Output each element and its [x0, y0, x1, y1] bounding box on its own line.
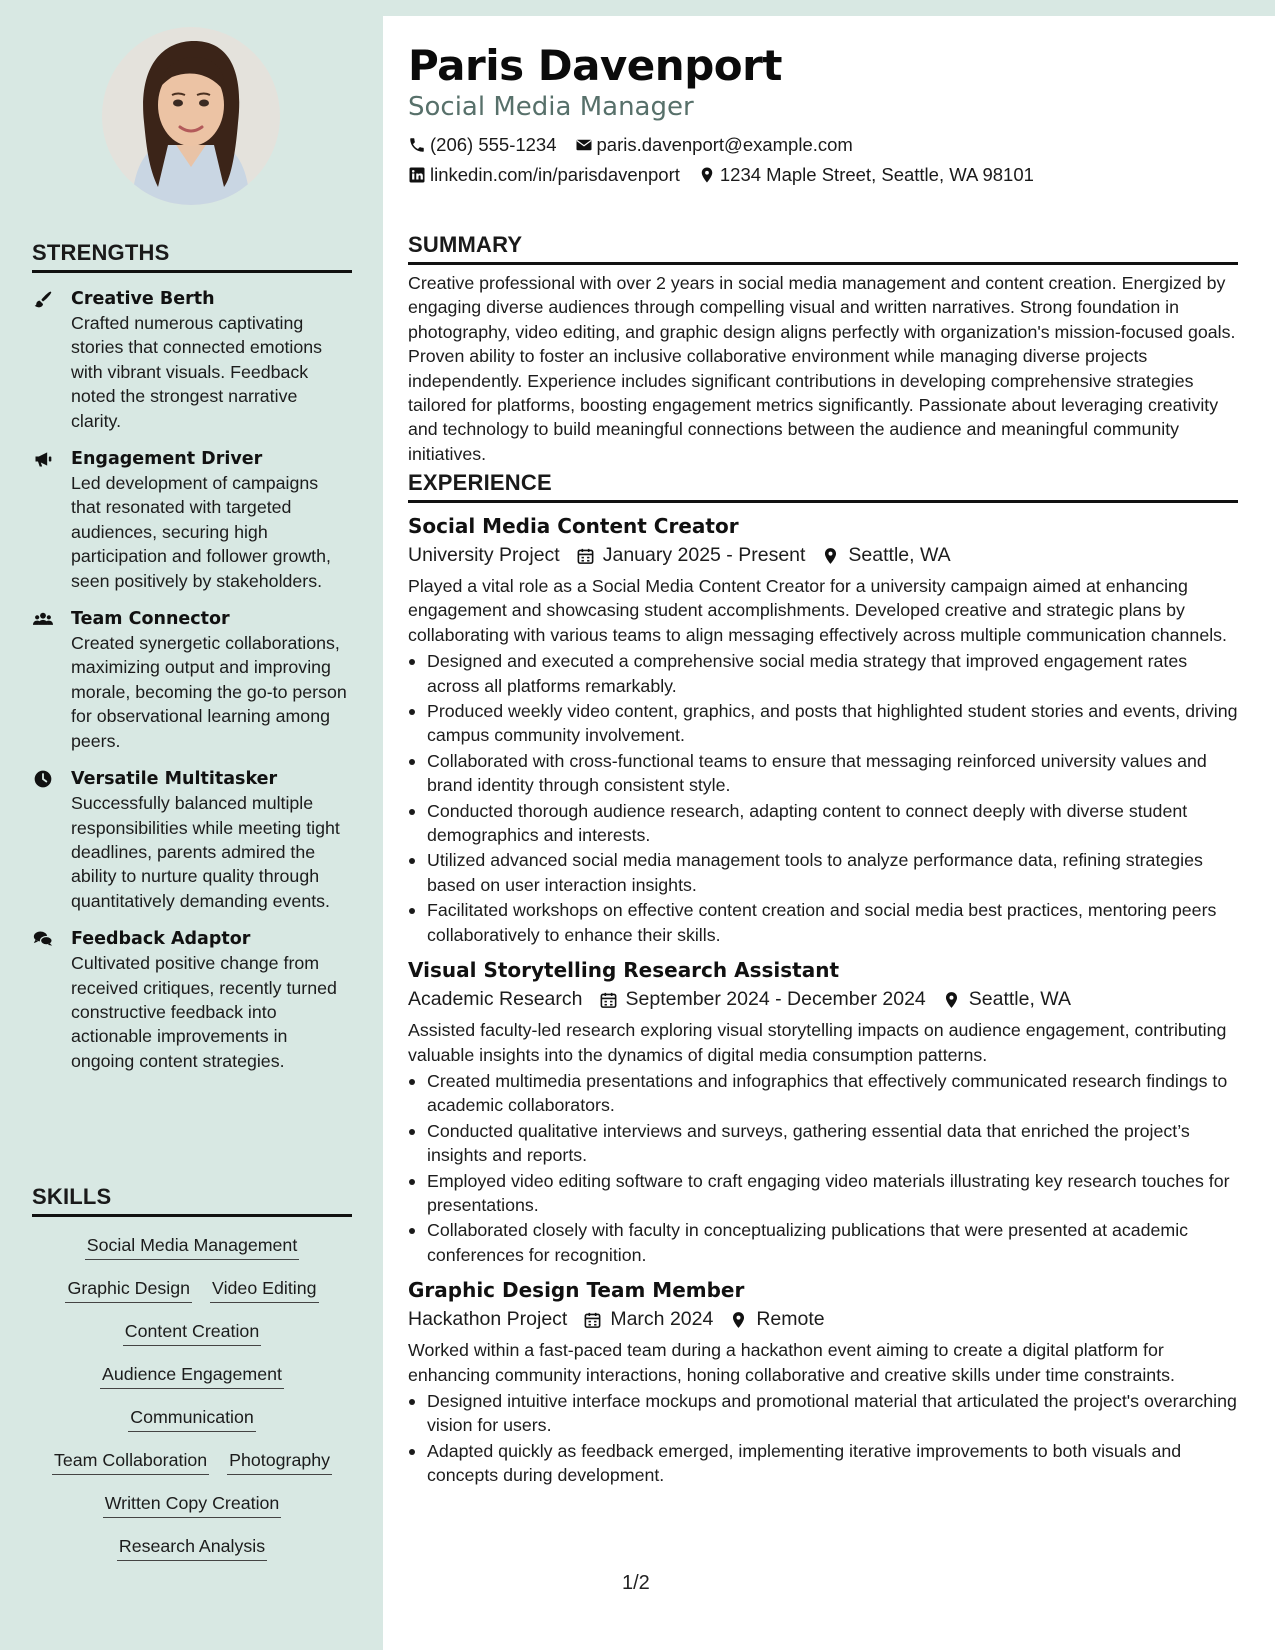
- job-entry: [408, 1277, 1238, 1487]
- envelope-icon: [575, 136, 593, 154]
- skill-tag: Written Copy Creation: [103, 1492, 282, 1518]
- candidate-role: Social Media Manager: [408, 92, 694, 122]
- sidebar: [0, 0, 383, 1650]
- strength-item: [32, 767, 352, 913]
- job-bullet: Utilized advanced social media management tools to analyze performance data, refining strategies based on user interaction insights.: [408, 848, 1238, 897]
- job-org: Hackathon Project: [408, 1308, 568, 1331]
- job-bullet: Conducted thorough audience research, adapting content to connect deeply with diverse student demographics and interests.: [408, 799, 1238, 848]
- clock-icon: [32, 769, 54, 789]
- job-entry: [408, 957, 1238, 1267]
- strength-item: [32, 287, 352, 433]
- brush-icon: [32, 289, 54, 309]
- summary-text: Creative professional with over 2 years in social media management and content creation. Energized by engaging diverse audiences through compelling visual and written narratives. Strong foundation in photography, video editing, and graphic design aligns perfectly with organization's mission-focused goals. Proven ability to foster an inclusive collaborative environment while managing diverse projects independently. Experience includes significant contributions in developing comprehensive strategies tailored for platforms, boosting engagement metrics significantly. Passionate about leveraging creativity and technology to build meaningful connections between the audience and meaningful community initiatives.: [408, 273, 1236, 464]
- strength-item: [32, 447, 352, 593]
- strength-title: Feedback Adaptor: [71, 929, 251, 950]
- phone-icon: [408, 136, 426, 154]
- job-bullets: [408, 1389, 1238, 1488]
- users-icon: [32, 609, 54, 629]
- address-text: 1234 Maple Street, Seattle, WA 98101: [719, 164, 1034, 185]
- strength-desc: Crafted numerous captivating stories that connected emotions with vibrant visuals. Feedback noted the strongest narrative clarity.: [71, 313, 323, 431]
- skill-row: [32, 1406, 352, 1432]
- strength-desc: Created synergetic collaborations, maximizing output and improving morale, becoming the go-to person for observational learning among peers.: [71, 633, 347, 751]
- strength-title: Team Connector: [71, 609, 230, 630]
- strength-desc: Led development of campaigns that resonated with targeted audiences, securing high participation and follower growth, seen positively by stakeholders.: [71, 473, 331, 591]
- summary-section: [408, 232, 1238, 466]
- job-meta: [408, 1308, 1238, 1331]
- strength-item: [32, 607, 352, 753]
- job-title: Graphic Design Team Member: [408, 1278, 745, 1303]
- phone-text: (206) 555-1234: [430, 134, 557, 155]
- summary-title: SUMMARY: [408, 232, 1238, 265]
- job-location: Seattle, WA: [968, 988, 1071, 1011]
- skill-row: [32, 1449, 352, 1475]
- job-description: Played a vital role as a Social Media Content Creator for a university campaign aimed at enhancing engagement and showcasing student accomplishments. Developed creative and strategic plans by collaborating with various teams to align messaging effectively across multiple communication channels.: [408, 576, 1227, 645]
- email-text[interactable]: paris.davenport@example.com: [596, 134, 853, 155]
- map-pin-icon: [698, 166, 716, 184]
- skill-tag: Content Creation: [123, 1320, 261, 1346]
- job-description: Assisted faculty-led research exploring visual storytelling impacts on audience engagement, contributing valuable insights into the dynamics of digital media consumption patterns.: [408, 1020, 1227, 1065]
- strength-title: Versatile Multitasker: [71, 769, 278, 790]
- skill-row: [32, 1492, 352, 1518]
- calendar-icon: [576, 546, 595, 566]
- main-content: [383, 16, 1275, 1650]
- skill-row: [32, 1320, 352, 1346]
- strengths-title: STRENGTHS: [32, 240, 352, 273]
- strength-desc: Cultivated positive change from received critiques, recently turned constructive feedback into actionable improvements in ongoing content strategies.: [71, 953, 337, 1071]
- job-bullet: Collaborated closely with faculty in conceptualizing publications that were presented at academic conferences for recognition.: [408, 1218, 1238, 1267]
- strength-title: Creative Berth: [71, 289, 215, 309]
- strength-title: Engagement Driver: [71, 449, 263, 470]
- map-pin-icon: [821, 546, 840, 566]
- job-meta: [408, 988, 1238, 1011]
- contact-row: [408, 164, 1034, 186]
- job-bullet: Created multimedia presentations and infographics that effectively communicated research findings to academic collaborators.: [408, 1069, 1238, 1118]
- skill-row: [32, 1535, 352, 1561]
- skill-tag: Communication: [128, 1406, 256, 1432]
- contact-row: [408, 134, 853, 156]
- page-number: 1/2: [622, 1572, 650, 1594]
- calendar-icon: [583, 1310, 602, 1330]
- linkedin-item[interactable]: [408, 164, 680, 186]
- job-bullet: Conducted qualitative interviews and surveys, gathering essential data that enriched the project’s insights and reports.: [408, 1119, 1238, 1168]
- job-title: Visual Storytelling Research Assistant: [408, 958, 840, 983]
- calendar-icon: [599, 990, 618, 1010]
- job-bullet: Designed and executed a comprehensive social media strategy that improved engagement rates across all platforms remarkably.: [408, 649, 1238, 698]
- linkedin-icon: [408, 166, 426, 184]
- candidate-name: Paris Davenport: [408, 41, 782, 90]
- skills-section: [32, 1184, 352, 1561]
- experience-title: EXPERIENCE: [408, 470, 1238, 503]
- skill-tag: Video Editing: [210, 1277, 318, 1303]
- map-pin-icon: [942, 990, 961, 1010]
- job-location: Remote: [756, 1308, 825, 1331]
- skill-tag: Audience Engagement: [100, 1363, 284, 1389]
- job-dates: January 2025 - Present: [602, 544, 806, 566]
- job-entry: [408, 513, 1238, 947]
- skill-row: [32, 1234, 352, 1260]
- avatar: [102, 27, 280, 205]
- phone-item: [408, 134, 557, 156]
- skill-row: [32, 1363, 352, 1389]
- experience-section: [408, 470, 1238, 1489]
- job-location: Seattle, WA: [848, 544, 951, 566]
- job-bullet: Facilitated workshops on effective content creation and social media best practices, mentoring peers collaboratively to enhance their skills.: [408, 898, 1238, 947]
- job-org: Academic Research: [408, 988, 583, 1011]
- map-pin-icon: [729, 1310, 748, 1330]
- job-dates: March 2024: [610, 1308, 714, 1331]
- strengths-section: [32, 240, 352, 1073]
- skill-tag: Graphic Design: [65, 1277, 192, 1303]
- megaphone-icon: [32, 449, 54, 469]
- job-bullet: Collaborated with cross-functional teams to ensure that messaging reinforced university values and brand identity through consistent style.: [408, 749, 1238, 798]
- skill-tag: Research Analysis: [117, 1535, 267, 1561]
- address-item: [698, 164, 1034, 186]
- email-item[interactable]: [575, 134, 853, 156]
- job-meta: [408, 544, 1238, 567]
- skills-title: SKILLS: [32, 1184, 352, 1217]
- job-title: Social Media Content Creator: [408, 514, 739, 538]
- job-org: University Project: [408, 544, 560, 566]
- job-bullet: Designed intuitive interface mockups and promotional material that articulated the project's overarching vision for users.: [408, 1389, 1238, 1438]
- job-bullets: [408, 1069, 1238, 1267]
- job-description: Worked within a fast-paced team during a hackathon event aiming to create a digital platform for enhancing community interactions, honing collaborative and creative skills under time constraints.: [408, 1340, 1175, 1385]
- strength-desc: Successfully balanced multiple responsibilities while meeting tight deadlines, parents admired the ability to nurture quality through quantitatively demanding events.: [71, 793, 340, 911]
- job-bullet: Produced weekly video content, graphics, and posts that highlighted student stories and events, driving campus community involvement.: [408, 699, 1238, 748]
- job-bullets: [408, 649, 1238, 947]
- skill-tag: Photography: [227, 1449, 332, 1475]
- skill-tag: Team Collaboration: [52, 1449, 209, 1475]
- job-dates: September 2024 - December 2024: [625, 988, 926, 1011]
- strength-item: [32, 927, 352, 1073]
- comments-icon: [32, 929, 54, 949]
- skill-row: [32, 1277, 352, 1303]
- skill-tag: Social Media Management: [85, 1234, 300, 1260]
- job-bullet: Employed video editing software to craft engaging video materials illustrating key research touches for presentations.: [408, 1169, 1238, 1218]
- linkedin-text[interactable]: linkedin.com/in/parisdavenport: [430, 164, 680, 185]
- job-bullet: Adapted quickly as feedback emerged, implementing iterative improvements to both visuals and concepts during development.: [408, 1439, 1238, 1488]
